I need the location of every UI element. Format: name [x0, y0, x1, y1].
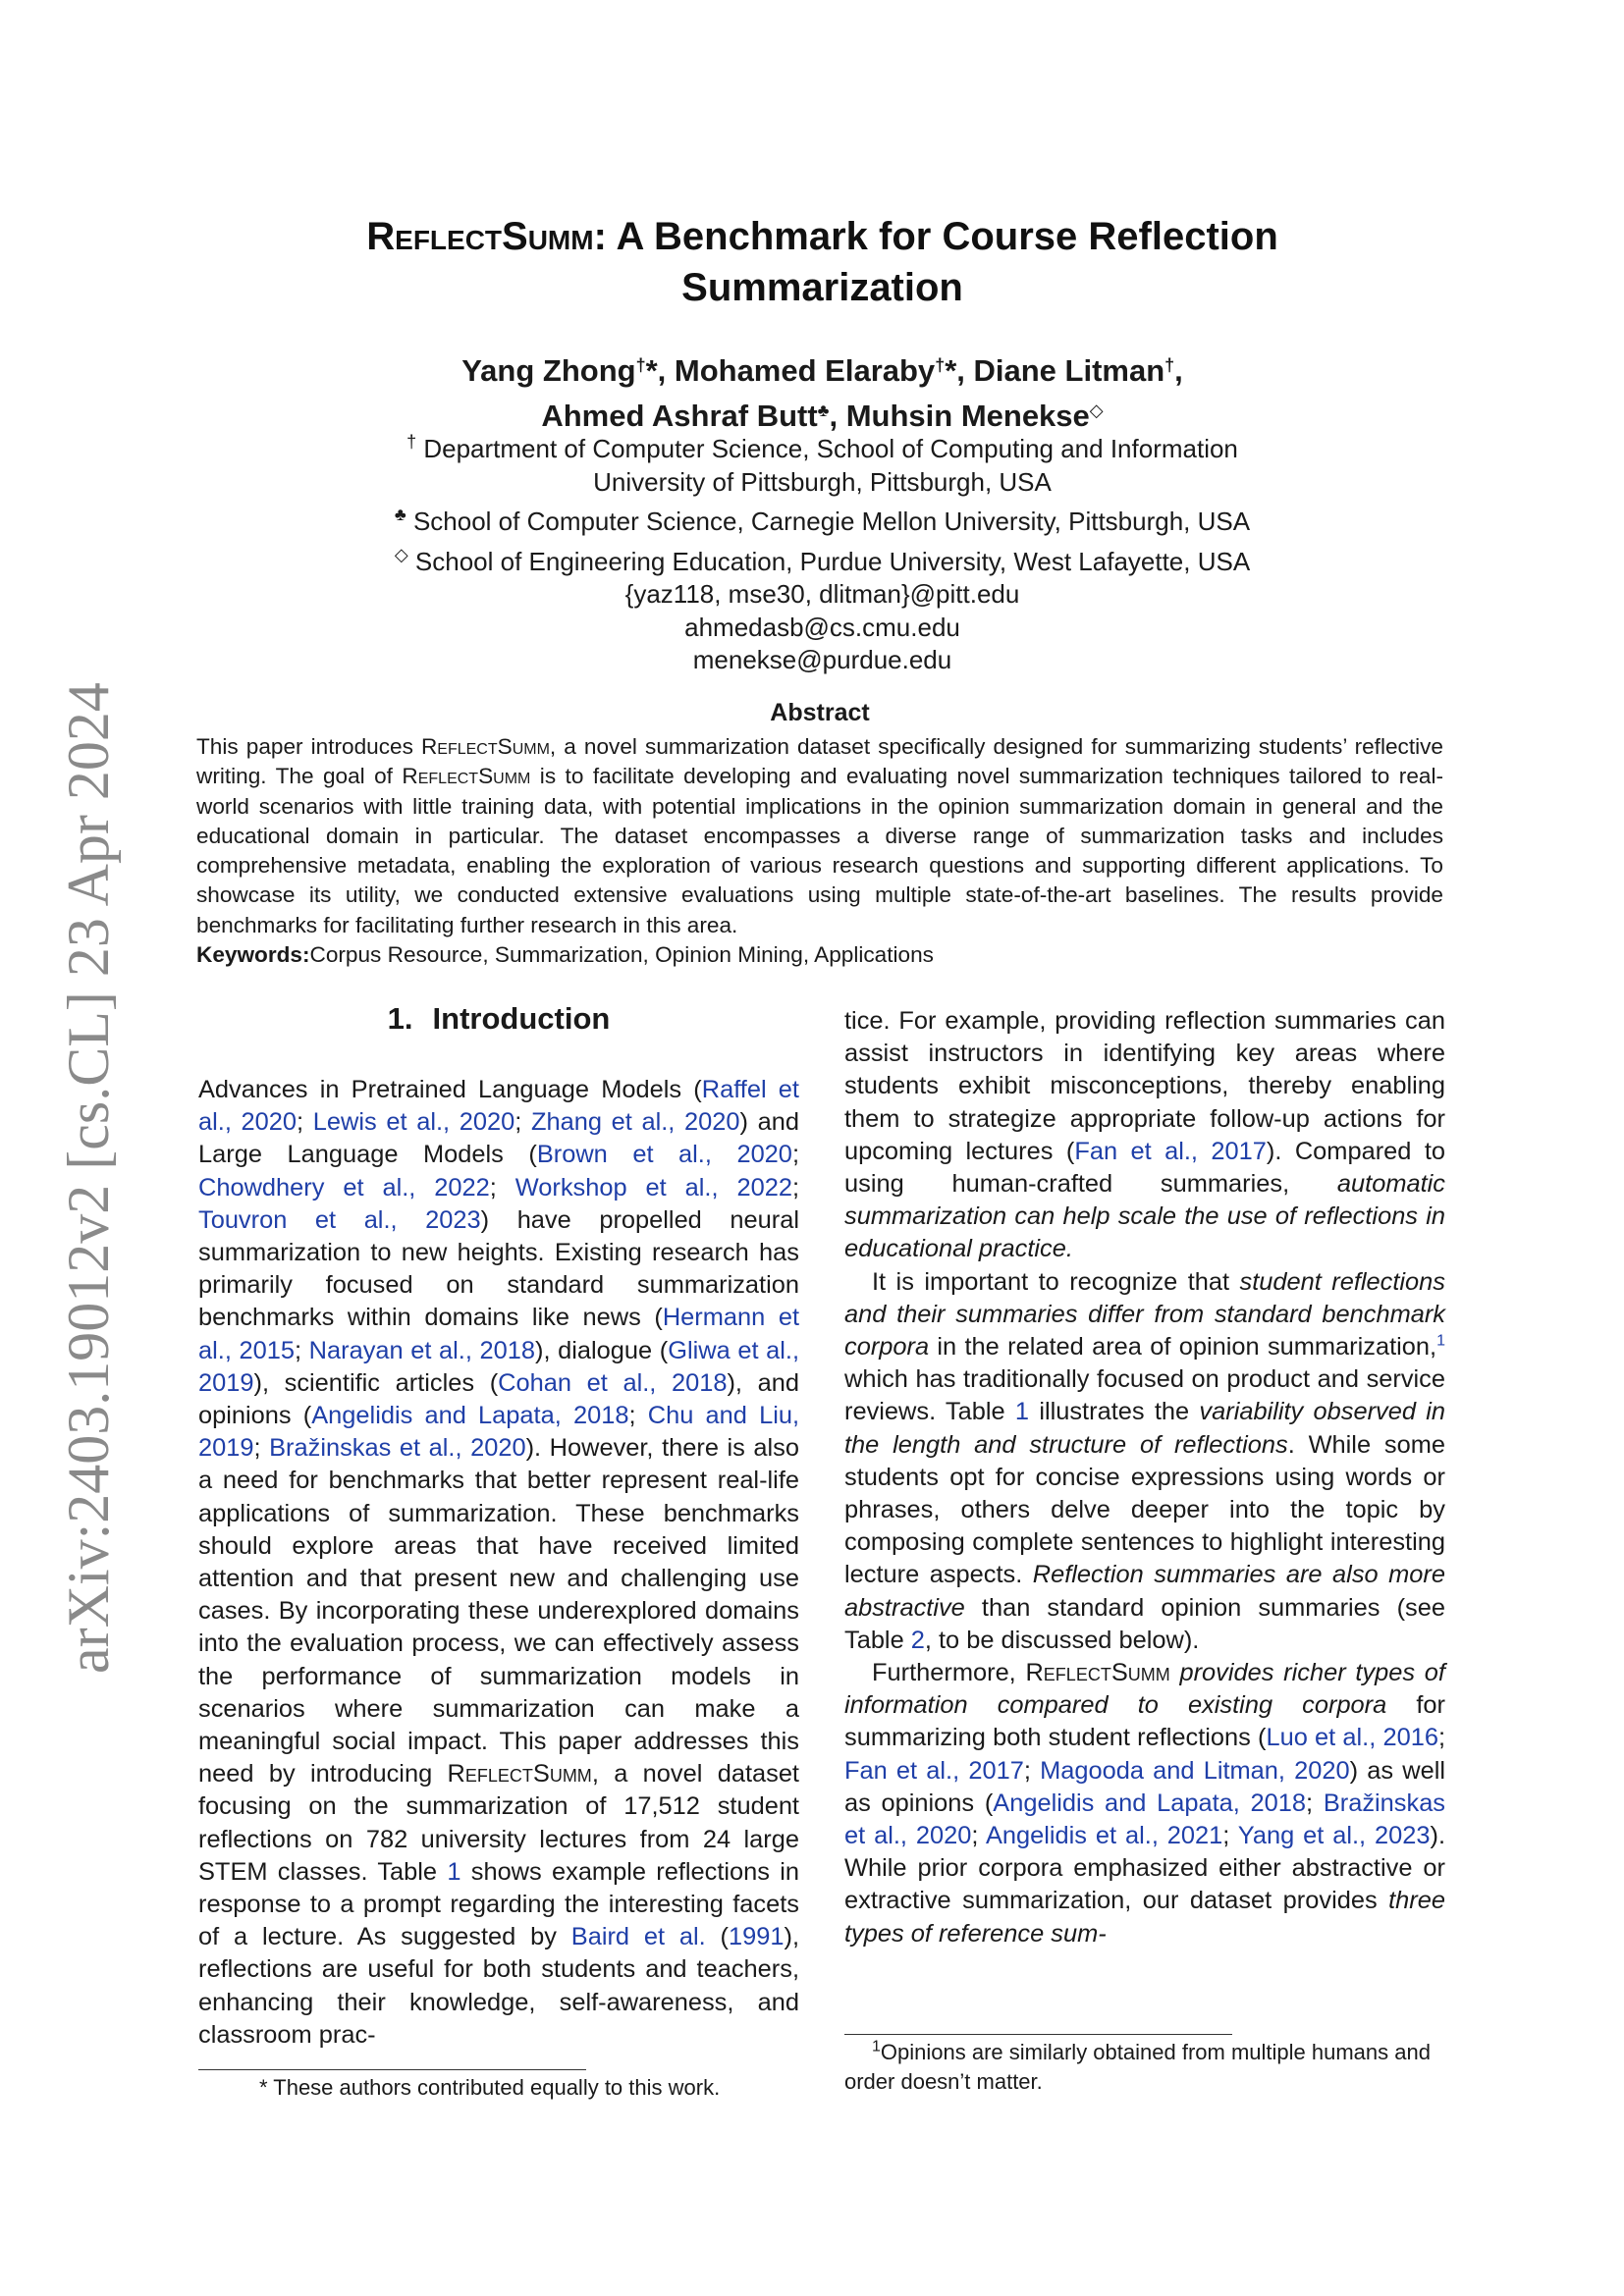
citation-link[interactable]: 1991 — [729, 1923, 785, 1951]
arxiv-stamp: arXiv:2403.19012v2 [cs.CL] 23 Apr 2024 — [56, 682, 121, 1674]
footnote-1: $^1$Opinions are similarly obtained from multiple humans and order doesn’t matter. — [844, 2038, 1431, 2094]
citation-link[interactable]: Raffel et al., 2020 — [198, 1076, 799, 1137]
citation-link[interactable]: Workshop et al., 2022 — [514, 1173, 792, 1201]
email: menekse@purdue.edu — [692, 645, 952, 674]
citation-link[interactable]: Zhang et al., 2020 — [530, 1108, 740, 1137]
citation-link[interactable]: Yang et al., 2023 — [1237, 1822, 1431, 1850]
citation-link[interactable]: Angelidis et al., 2021 — [985, 1822, 1223, 1850]
citation-link[interactable]: Chowdhery et al., 2022 — [198, 1173, 490, 1201]
left-column: Advances in Pretrained Language Models (Raffel et al., 2020; Lewis et al., 2020; Zhang et al., 2020) and Large Language Models (Brown et al., 2020; Chowdhery et al., 2022; Workshop et al., 2022; Touvron et al., 2023) have propelled neural summarization to new heights. Existing research has primarily focused on standard summarization benchmarks within domains like news (Hermann et al., 2015; Narayan et al., 2018), dialogue (Gliwa et al., 2019), scientific articles (Cohan et al., 2018), and opinions (Angelidis and Lapata, 2018; Chu and Liu, 2019; Bražinskas et al., 2020). However, there is also a need for benchmarks that better represent real-life applications of summarization. These benchmarks should explore areas that have received limited attention and that present new and challenging use cases. By incorporating these underexplored domains into the evaluation process, we can effectively assess the performance of summarization models in scenarios where summarization can make a meaningful social impact. This paper addresses this need by introducing ReflectSumm, a novel dataset focusing on the summarization of 17,512 student reflections on 782 university lectures from 24 large STEM classes. Table 1 shows example reflections in response to a prompt regarding the interesting facets of a lecture. As suggested by Baird et al. (1991), reflections are useful for both students and teachers, enhancing their knowledge, self-awareness, and classroom prac- — [198, 1076, 800, 2049]
keywords: Keywords:Corpus Resource, Summarization, Opinion Mining, Applications — [196, 942, 934, 968]
citation-link[interactable]: Angelidis and Lapata, 2018 — [993, 1789, 1307, 1817]
citation-link[interactable]: Luo et al., 2016 — [1266, 1724, 1438, 1752]
affiliations: † Department of Computer Science, School of Computing and Information University of Pittsburgh, Pittsburgh, USA ♣ School of Computer Science, Carnegie Mellon University, Pittsburgh, USA ◇ School of Engineering Education, Purdue University, West Lafayette, USA {yaz118, mse30, dlitman}@pitt.edu ahmedasb@cs.cmu.edu menekse@purdue.edu — [216, 426, 1429, 677]
author-name: Muhsin Menekse — [845, 399, 1090, 433]
author-name: Ahmed Ashraf Butt — [541, 399, 818, 433]
author-name: Mohamed Elaraby — [674, 353, 936, 388]
footnote-rule — [844, 2034, 1232, 2035]
dataset-name: ReflectSumm — [366, 215, 594, 258]
citation-link[interactable]: Chu and Liu, 2019 — [198, 1402, 800, 1463]
footnote-link[interactable]: 1 — [1436, 1332, 1445, 1350]
citation-link[interactable]: Magooda and Litman, 2020 — [1040, 1756, 1350, 1785]
table-link[interactable]: 1 — [447, 1857, 461, 1886]
citation-link[interactable]: Cohan et al., 2018 — [498, 1368, 728, 1397]
table-link[interactable]: 2 — [910, 1626, 925, 1654]
table-link[interactable]: 1 — [1014, 1398, 1030, 1426]
right-column: tice. For example, providing reflection summaries can assist instructors in identifying key areas where students exhibit misconceptions, thereby enabling them to strategize appropriate follow-up actions for upcoming lectures (Fan et al., 2017). Compared to using human-crafted summaries, automatic summarization can help scale the use of reflections in educational practice. It is important to recognize that student reflections and their summaries differ from standard benchmark corpora in the related area of opinion summarization,$^1$ which has traditionally focused on product and service reviews. Table 1 illustrates the variability observed in the length and structure of reflections. While some students opt for concise expressions using words or phrases, others delve deeper into the topic by composing complete sentences to highlight interesting lecture aspects. Reflection summaries are also more abstractive than standard opinion summaries (see Table 2, to be discussed below). Furthermore, ReflectSumm provides richer types of information compared to existing corpora for summarizing both student reflections (Luo et al., 2016; Fan et al., 2017; Magooda and Litman, 2020) as well as opinions (Angelidis and Lapata, 2018; Bražinskas et al., 2020; Angelidis et al., 2021; Yang et al., 2023). While prior corpora emphasized either abstractive or extractive summarization, our dataset provides three types of reference sum- — [844, 1007, 1446, 1948]
abstract-heading: Abstract — [770, 699, 870, 726]
citation-link[interactable]: Baird et al. — [570, 1923, 706, 1951]
citation-link[interactable]: Narayan et al., 2018 — [308, 1336, 536, 1364]
citation-link[interactable]: Hermann et al., 2015 — [198, 1304, 799, 1364]
citation-link[interactable]: Bražinskas et al., 2020 — [269, 1434, 526, 1463]
section-heading: 1. Introduction — [387, 1001, 611, 1036]
citation-link[interactable]: Fan et al., 2017 — [844, 1756, 1024, 1785]
citation-link[interactable]: Angelidis and Lapata, 2018 — [311, 1402, 629, 1430]
citation-link[interactable]: Fan et al., 2017 — [1074, 1137, 1267, 1165]
email: {yaz118, mse30, dlitman}@pitt.edu — [624, 579, 1020, 609]
citation-link[interactable]: Touvron et al., 2023 — [198, 1205, 481, 1234]
citation-link[interactable]: Bražinskas et al., 2020 — [844, 1789, 1446, 1850]
abstract-body: This paper introduces ReflectSumm, a novel summarization dataset specifically designed for summarizing students’ reflective writing. The goal of ReflectSumm is to facilitate developing and evaluating novel summarization techniques tailored to real-world scenarios with little training data, with potential implications in the opinion summarization domain in general and the educational domain in particular. The dataset encompasses a diverse range of summarization tasks and includes comprehensive metadata, enabling the exploration of various research questions and supporting different applications. To showcase its utility, we conducted extensive evaluations using multiple state-of-the-art baselines. The results provide benchmarks for facilitating further research in this area. Keywords:Corpus Resource, Summarization, Opinion Mining, Applications — [196, 732, 1443, 970]
citation-link[interactable]: Brown et al., 2020 — [536, 1141, 792, 1169]
author-list: Yang Zhong†*, Mohamed Elaraby†*, Diane Litman†, Ahmed Ashraf Butt♣, Muhsin Menekse◇ — [461, 353, 1183, 433]
citation-link[interactable]: Lewis et al., 2020 — [312, 1108, 515, 1137]
author-name: Yang Zhong — [461, 353, 636, 388]
footnote-rule — [198, 2069, 586, 2070]
author-name: Diane Litman — [973, 353, 1165, 388]
email: ahmedasb@cs.cmu.edu — [684, 612, 960, 642]
paper-title: ReflectSumm: A Benchmark for Course Reflection Summarization — [366, 215, 1278, 309]
footnote-equal: * These authors contributed equally to this work. — [259, 2075, 721, 2100]
citation-link[interactable]: Gliwa et al., 2019 — [198, 1336, 799, 1397]
